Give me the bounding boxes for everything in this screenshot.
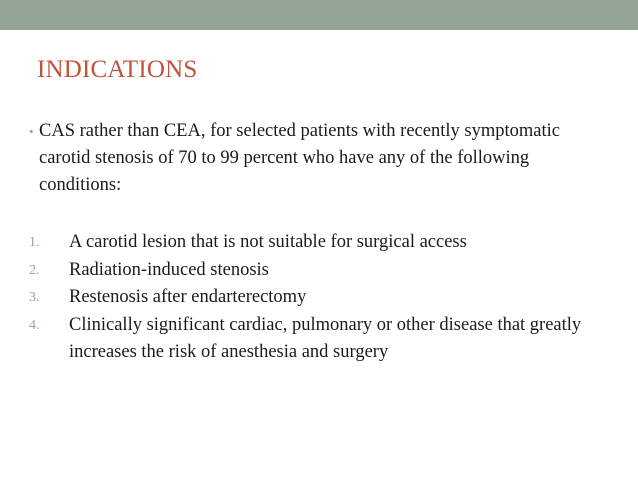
list-item-number: 1. [29, 235, 40, 250]
header-accent-bar [0, 0, 638, 30]
list-item-number: 4. [29, 317, 40, 333]
bullet-marker: • [29, 124, 34, 139]
list-item-text: Restenosis after endarterectomy [69, 287, 307, 307]
slide-title: INDICATIONS [37, 56, 198, 83]
conditions-list [29, 229, 614, 367]
list-item-number: 2. [29, 262, 40, 278]
list-item [29, 312, 614, 367]
list-item-number: 3. [29, 290, 40, 305]
intro-bullet [29, 118, 609, 199]
list-item-text: A carotid lesion that is not suitable for surgical access [69, 232, 467, 252]
list-item [29, 229, 614, 257]
intro-bullet-text: CAS rather than CEA, for selected patients with recently symptomatic carotid stenosis of 70 to 99 percent who have any of the following conditions: [39, 121, 560, 195]
list-item [29, 257, 614, 285]
list-item-text: Clinically significant cardiac, pulmonary or other disease that greatly increases the risk of anesthesia and surgery [69, 314, 582, 362]
list-item-text: Radiation-induced stenosis [69, 259, 269, 280]
list-item [29, 284, 614, 312]
